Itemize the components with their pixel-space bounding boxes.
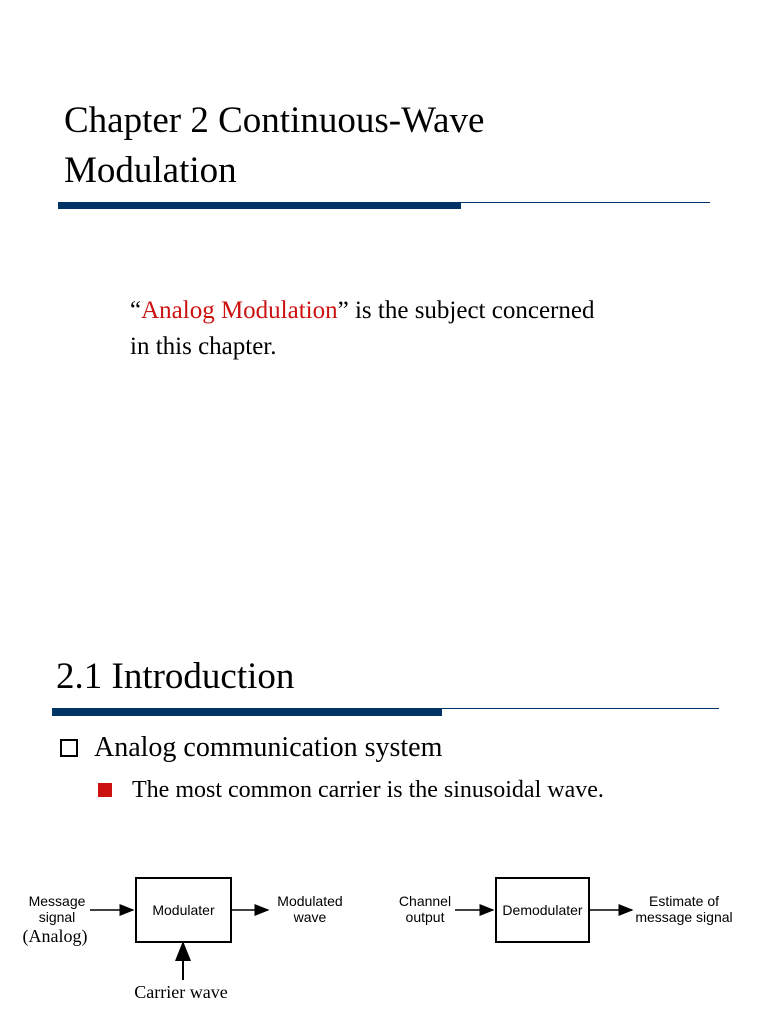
section-rule-thick <box>52 708 442 716</box>
analog-modulation-highlight: Analog Modulation <box>141 297 338 324</box>
title-rule-thick <box>58 202 461 209</box>
demodulator-label: Demodulater <box>502 902 583 918</box>
modulator-block <box>135 877 232 943</box>
channel-output-label <box>392 893 458 925</box>
carrier-wave-label: Carrier wave <box>134 982 228 1002</box>
chapter-title <box>64 96 684 196</box>
message-signal-line1: Message <box>28 893 86 909</box>
bullet1-text: Analog communication system <box>94 732 443 763</box>
communication-system-diagram <box>0 860 768 1010</box>
message-signal-label <box>22 893 92 925</box>
modulated-wave-line1: Modulated <box>277 893 343 909</box>
section-title: 2.1 Introduction <box>56 656 295 697</box>
bullet-level2 <box>98 774 604 806</box>
estimate-label <box>630 893 738 925</box>
quote-rest: ” is the subject concerned <box>337 297 595 324</box>
modulated-wave-line2: wave <box>293 909 327 925</box>
title-rule-thin <box>461 202 710 203</box>
red-square-bullet-icon <box>98 783 112 797</box>
quote-line2: in this chapter. <box>130 333 277 360</box>
message-signal-line2: signal <box>38 909 76 925</box>
bullet-level1 <box>60 730 442 766</box>
diagram-arrows <box>0 860 768 1010</box>
modulated-wave-label <box>270 893 350 925</box>
channel-output-line1: Channel <box>398 893 452 909</box>
chapter-title-line1: Chapter 2 Continuous-Wave <box>64 100 485 141</box>
hollow-square-bullet-icon <box>60 739 78 757</box>
analog-label: (Analog) <box>22 926 88 946</box>
quote-open: “ <box>130 297 142 324</box>
modulator-label: Modulater <box>152 902 215 918</box>
bullet2-text: The most common carrier is the sinusoidal wave. <box>132 777 604 803</box>
chapter-title-line2: Modulation <box>64 150 237 191</box>
channel-output-line2: output <box>405 909 445 925</box>
estimate-line1: Estimate of <box>648 893 720 909</box>
section-rule-thin <box>442 708 719 709</box>
demodulator-block <box>495 877 590 943</box>
chapter-intro-text <box>130 293 710 365</box>
estimate-line2: message signal <box>635 909 733 925</box>
